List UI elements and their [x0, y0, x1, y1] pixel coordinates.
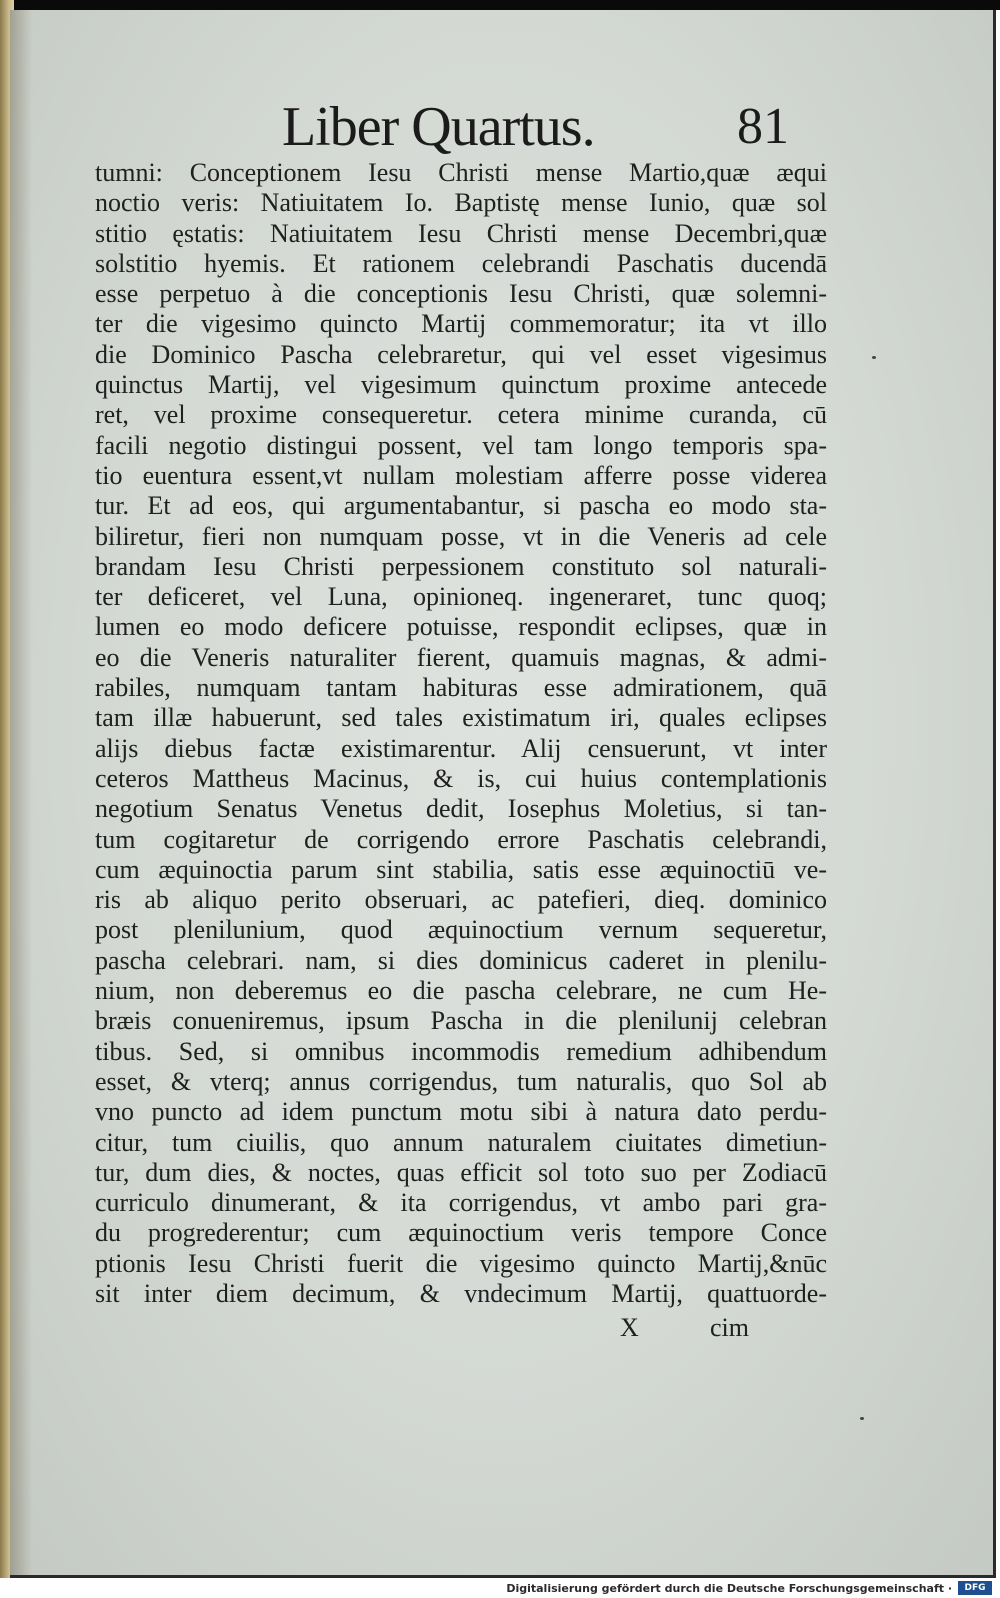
text-line: du progrederentur; cum æquinoctium veris tempore Conce: [95, 1218, 827, 1248]
text-line: alijs diebus factæ existimarentur. Alij censuerunt, vt inter: [95, 733, 827, 763]
text-line: tur. Et ad eos, qui argumentabantur, si pascha eo modo sta-: [95, 491, 827, 521]
text-line: tur, dum dies, & noctes, quas efficit sol toto suo per Zodiacū: [95, 1157, 827, 1187]
text-line: noctio veris: Natiuitatem Io. Baptistę mense Iunio, quæ sol: [95, 188, 827, 218]
text-line: esset, & vterq; annus corrigendus, tum naturalis, quo Sol ab: [95, 1066, 827, 1096]
text-line: tum cogitaretur de corrigendo errore Paschatis celebrandi,: [95, 824, 827, 854]
text-line: nium, non deberemus eo die pascha celebrare, ne cum He-: [95, 976, 827, 1006]
text-line: citur, tum ciuilis, quo annum naturalem ciuitates dimetiun-: [95, 1127, 827, 1157]
text-line: tumni: Conceptionem Iesu Christi mense Martio,quæ æqui: [95, 158, 827, 187]
text-line: curriculo dinumerant, & ita corrigendus, vt ambo pari gra-: [95, 1188, 827, 1218]
body-text: [95, 158, 827, 1309]
text-line: brandam Iesu Christi perpessionem constituto sol naturali-: [95, 551, 827, 581]
text-line: solstitio hyemis. Et rationem celebrandi Paschatis ducendā: [95, 248, 827, 278]
gutter-shadow: [10, 10, 32, 1575]
text-line: sit inter diem decimum, & vndecimum Martij, quattuorde-: [95, 1278, 827, 1308]
text-line: pascha celebrari. nam, si dies dominicus caderet in plenilu-: [95, 945, 827, 975]
text-line: ret, vel proxime consequeretur. cetera minime curanda, cū: [95, 400, 827, 430]
text-line: biliretur, fieri non numquam posse, vt in die Veneris ad cele: [95, 521, 827, 551]
text-line: eo die Veneris naturaliter fierent, quamuis magnas, & admi-: [95, 642, 827, 672]
paper-speck: [860, 1417, 864, 1420]
text-line: ter deficeret, vel Luna, opinioneq. ingeneraret, tunc quoq;: [95, 582, 827, 612]
page-number: 81: [737, 98, 789, 155]
text-line: lumen eo modo deficere potuisse, respondit eclipses, quæ in: [95, 612, 827, 642]
text-line: die Dominico Pascha celebraretur, qui vel esset vigesimus: [95, 339, 827, 369]
digitization-credit: Digitalisierung gefördert durch die Deutsche Forschungsgemeinschaft ·: [506, 1582, 952, 1595]
running-head-title: Liber Quartus.: [282, 96, 595, 158]
text-line: stitio ęstatis: Natiuitatem Iesu Christi mense Decembri,quæ: [95, 218, 827, 248]
dfg-logo: DFG: [958, 1581, 992, 1595]
text-line: post plenilunium, quod æquinoctium vernum sequeretur,: [95, 915, 827, 945]
text-line: ceteros Mattheus Macinus, & is, cui huius contemplationis: [95, 763, 827, 793]
text-line: bræis conueniremus, ipsum Pascha in die plenilunij celebran: [95, 1006, 827, 1036]
paper-speck: [872, 356, 876, 359]
text-line: rabiles, numquam tantam habituras esse admirationem, quā: [95, 673, 827, 703]
text-line: ptionis Iesu Christi fuerit die vigesimo quincto Martij,&nūc: [95, 1248, 827, 1278]
text-line: facili negotio distingui possent, vel tam longo temporis spa-: [95, 430, 827, 460]
text-line: tam illæ habuerunt, sed tales existimatum iri, quales eclipses: [95, 703, 827, 733]
scan-top-border: [0, 0, 1000, 10]
text-line: quinctus Martij, vel vigesimum quinctum proxime antecede: [95, 370, 827, 400]
text-line: ris ab aliquo perito obseruari, ac patefieri, dieq. dominico: [95, 885, 827, 915]
text-line: tio euentura essent,vt nullam molestiam afferre posse viderea: [95, 460, 827, 490]
text-line: cum æquinoctia parum sint stabilia, satis esse æquinoctiū ve-: [95, 854, 827, 884]
text-line: vno puncto ad idem punctum motu sibi à natura dato perdu-: [95, 1097, 827, 1127]
text-line: tibus. Sed, si omnibus incommodis remedium adhibendum: [95, 1036, 827, 1066]
text-line: esse perpetuo à die conceptionis Iesu Christi, quæ solemni-: [95, 279, 827, 309]
catchword: cim: [710, 1313, 749, 1342]
signature-mark: X: [620, 1313, 639, 1342]
text-line: negotium Senatus Venetus dedit, Iosephus Moletius, si tan-: [95, 794, 827, 824]
text-line: ter die vigesimo quincto Martij commemoratur; ita vt illo: [95, 309, 827, 339]
